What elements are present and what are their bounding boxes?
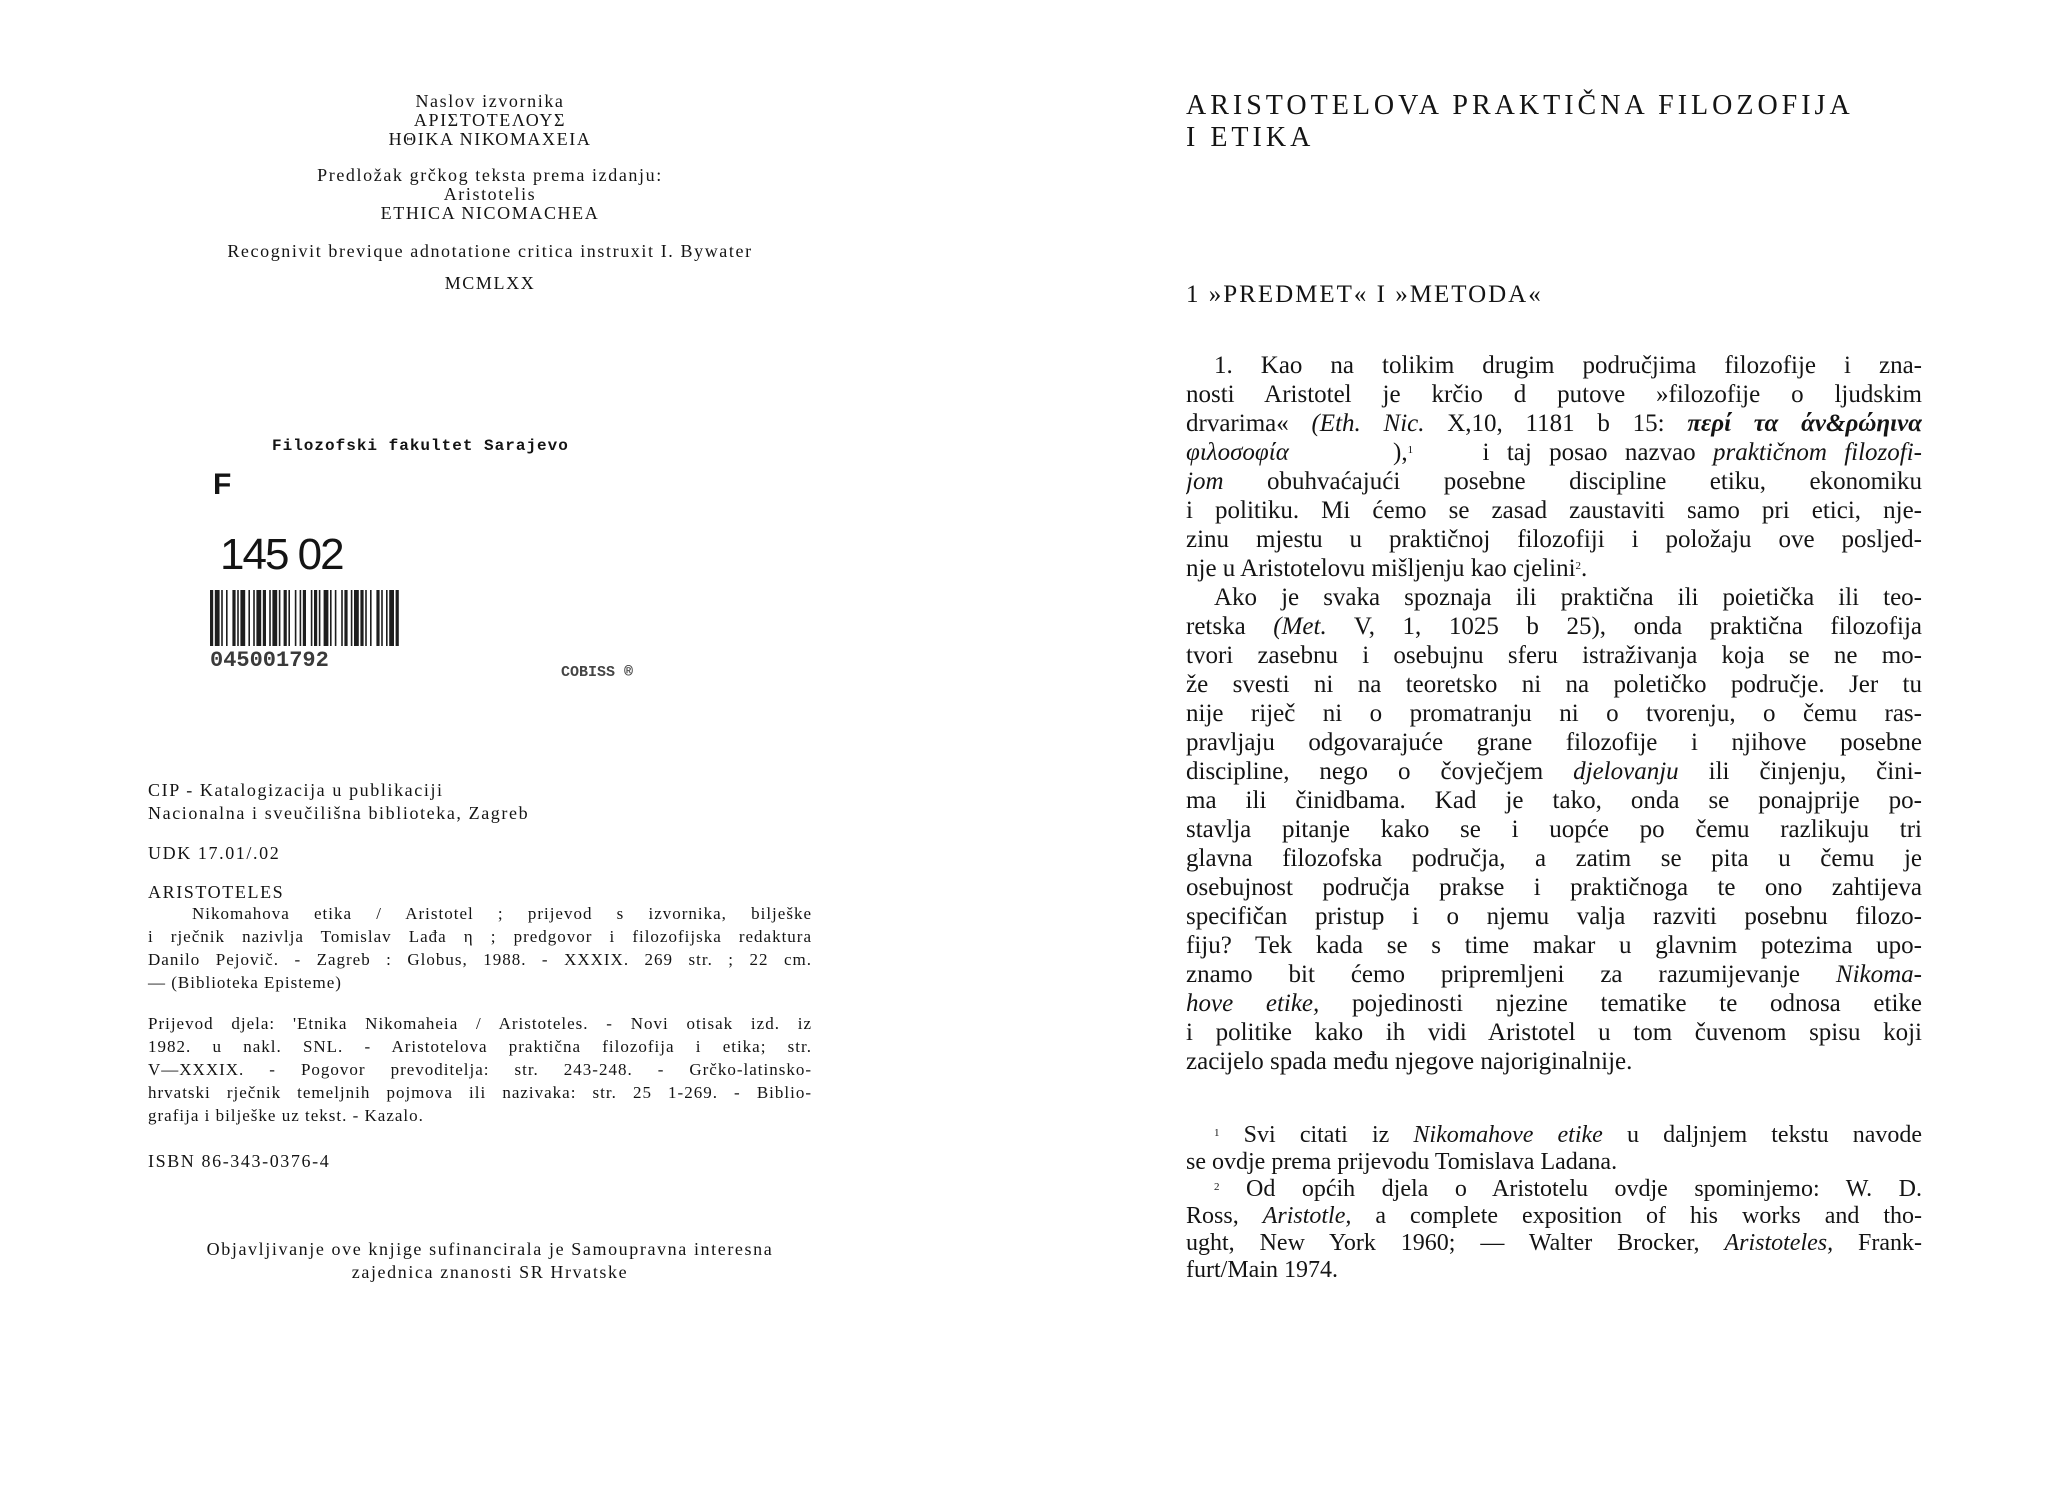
greek-phrase: περί τα άν&ρώηινα (1687, 410, 1922, 437)
paragraph-1-line: nje u Aristotelovu mišljenju kao cjelini$^2$. (1186, 555, 1588, 582)
cip-udk: UDK 17.01/.02 (148, 843, 281, 863)
barcode (210, 590, 442, 646)
source-text-label: Predložak grčkog teksta prema izdanju: (317, 165, 663, 185)
paragraph-1-line: jom obuhvaćajući posebne discipline etiku, ekonomiku (1186, 468, 1922, 495)
greek-word: φιλοσοφία (1186, 439, 1289, 466)
paragraph-2-line: nije riječ ni o promatranju ni o tvorenju, o čemu ras- (1186, 700, 1922, 727)
paragraph-1-line: zinu mjestu u praktičnoj filozofiji i položaju ove posljed- (1186, 526, 1922, 553)
paragraph-2-line: tvori zasebnu i osebujnu sferu istraživanja koja se ne mo- (1186, 642, 1922, 669)
paragraph-2-line: hove etike, pojedinosti njezine tematike te odnosa etike (1186, 990, 1922, 1017)
library-letter: F (213, 468, 232, 501)
paragraph-1-line: nosti Aristotel je krčio d putove »filozofije o ljudskim (1186, 381, 1922, 408)
paragraph-2-line: stavlja pitanje kako se i uopće po čemu razlikuju tri (1186, 816, 1922, 843)
footnote-1-line: $^1$ Svi citati iz Nikomahove etike u daljnjem tekstu navode (1214, 1122, 1922, 1148)
cip-entry-line: Danilo Pejovič. - Zagreb : Globus, 1988. - XXXIX. 269 str. ; 22 cm. (148, 950, 812, 969)
cip-author: ARISTOTELES (148, 882, 285, 902)
chapter-title (1186, 90, 1854, 154)
chapter-title-line: ARISTOTELOVA PRAKTIČNA FILOZOFIJA (1186, 90, 1854, 121)
source-text-block (130, 166, 850, 223)
paragraph-2-line: znamo bit ćemo pripremljeni za razumijevanje Nikoma- (1186, 961, 1922, 988)
greek-work-title: ΗΘΙΚΑ ΝΙΚΟΜΑΧΕΙΑ (388, 129, 592, 149)
footnote-ref: 1 (1407, 444, 1414, 456)
paragraph-2-line: glavna filozofska područja, a zatim se pita u čemu je (1186, 845, 1922, 872)
source-editor: Recognivit brevique adnotatione critica instruxit I. Bywater (227, 241, 753, 261)
greek-author-name: ΑΡΙΣΤΟΤΕΛΟΥΣ (413, 110, 567, 130)
chapter-title-line: I ETIKA (1186, 122, 1315, 153)
cip-entry-line: — (Biblioteka Episteme) (148, 973, 342, 992)
cip-heading: CIP - Katalogizacija u publikaciji (148, 780, 444, 800)
paragraph-1-line: φιλοσοφία ),$^1$ i taj posao nazvao praktičnom filozofi- (1186, 439, 1922, 466)
paragraph-1-line: drvarima« (Eth. Nic. X,10, 1181 b 15: περί τα άν&ρώηινα (1186, 410, 1922, 437)
isbn: ISBN 86-343-0376-4 (148, 1151, 331, 1171)
footnote-2-line: $^2$ Od općih djela o Aristotelu ovdje spominjemo: W. D. (1214, 1176, 1922, 1202)
funding-note (130, 1238, 850, 1284)
cip-entry-line: i rječnik nazivlja Tomislav Lađa η ; predgovor i filozofijska redaktura (148, 927, 812, 946)
cip-notes-line: Prijevod djela: 'Etnika Nikomaheia / Aristoteles. - Novi otisak izd. iz (148, 1014, 812, 1033)
funding-note-line: Objavljivanje ove knjige sufinancirala je Samoupravna interesna (206, 1239, 774, 1259)
cobiss-mark: COBISS ® (561, 664, 634, 681)
paragraph-2-line: pravljaju odgovarajuće grane filozofije i njihove posebne (1186, 729, 1922, 756)
paragraph-1-line: i politiku. Mi ćemo se zasad zaustaviti samo pri etici, nje- (1186, 497, 1922, 524)
cip-notes-line: 1982. u nakl. SNL. - Aristotelova praktična filozofija i etika; str. (148, 1037, 812, 1056)
cip-notes-line: V—XXXIX. - Pogovor prevoditelja: str. 243-248. - Grčko-latinsko- (148, 1060, 812, 1079)
source-author: Aristotelis (443, 184, 537, 204)
original-title-label: Naslov izvornika (415, 91, 565, 111)
cip-entry-line: Nikomahova etika / Aristotel ; prijevod s izvornika, bilješke (192, 904, 812, 923)
footnote-2-line: ught, New York 1960; — Walter Brocker, Aristoteles, Frank- (1186, 1230, 1922, 1256)
funding-note-line: zajednica znanosti SR Hrvatske (351, 1262, 629, 1282)
footnote-1-line: se ovdje prema prijevodu Tomislava Ladana. (1186, 1149, 1618, 1175)
paragraph-2-line: specifičan pristup i o njemu valja razviti posebnu filozo- (1186, 903, 1922, 930)
footnote-2-line: furt/Main 1974. (1186, 1257, 1338, 1283)
section-heading: 1 »PREDMET« I »METODA« (1186, 281, 1543, 308)
cip-library: Nacionalna i sveučilišna biblioteka, Zagreb (148, 803, 530, 823)
paragraph-1-line: 1. Kao na tolikim drugim područjima filozofije i zna- (1214, 352, 1922, 379)
paragraph-2-line: osebujnost područja prakse i praktičnoga te ono zahtijeva (1186, 874, 1922, 901)
paragraph-2-line: i politike kako ih vidi Aristotel u tom čuvenom spisu koji (1186, 1019, 1922, 1046)
barcode-number: 045001792 (210, 648, 329, 673)
library-institution: Filozofski fakultet Sarajevo (272, 437, 569, 455)
cip-notes-line: grafija i bilješke uz tekst. - Kazalo. (148, 1106, 424, 1125)
shelf-number: 145 02 (220, 530, 343, 579)
paragraph-2-line: discipline, nego o čovječjem djelovanju ili činjenju, čini- (1186, 758, 1922, 785)
original-title-block (130, 92, 850, 149)
paragraph-2-line: že svesti ni na teoretsko ni na poletičko područje. Jer tu (1186, 671, 1922, 698)
paragraph-2-line: zacijelo spada među njegove najoriginalnije. (1186, 1048, 1633, 1075)
paragraph-2-line: retska (Met. V, 1, 1025 b 25), onda praktična filozofija (1186, 613, 1922, 640)
footnote-2-line: Ross, Aristotle, a complete exposition of his works and tho- (1186, 1203, 1922, 1229)
paragraph-2-line: ma ili činidbama. Kad je tako, onda se ponajprije po- (1186, 787, 1922, 814)
paragraph-2-line: fiju? Tek kada se s time makar u glavnim potezima upo- (1186, 932, 1922, 959)
paragraph-2-line: Ako je svaka spoznaja ili praktična ili poietička ili teo- (1214, 584, 1922, 611)
source-year: MCMLXX (444, 273, 536, 293)
source-title: ETHICA NICOMACHEA (380, 203, 600, 223)
footnote-ref: 2 (1575, 560, 1582, 572)
cip-notes-line: hrvatski rječnik temeljnih pojmova ili nazivaka: str. 25 1-269. - Biblio- (148, 1083, 812, 1102)
